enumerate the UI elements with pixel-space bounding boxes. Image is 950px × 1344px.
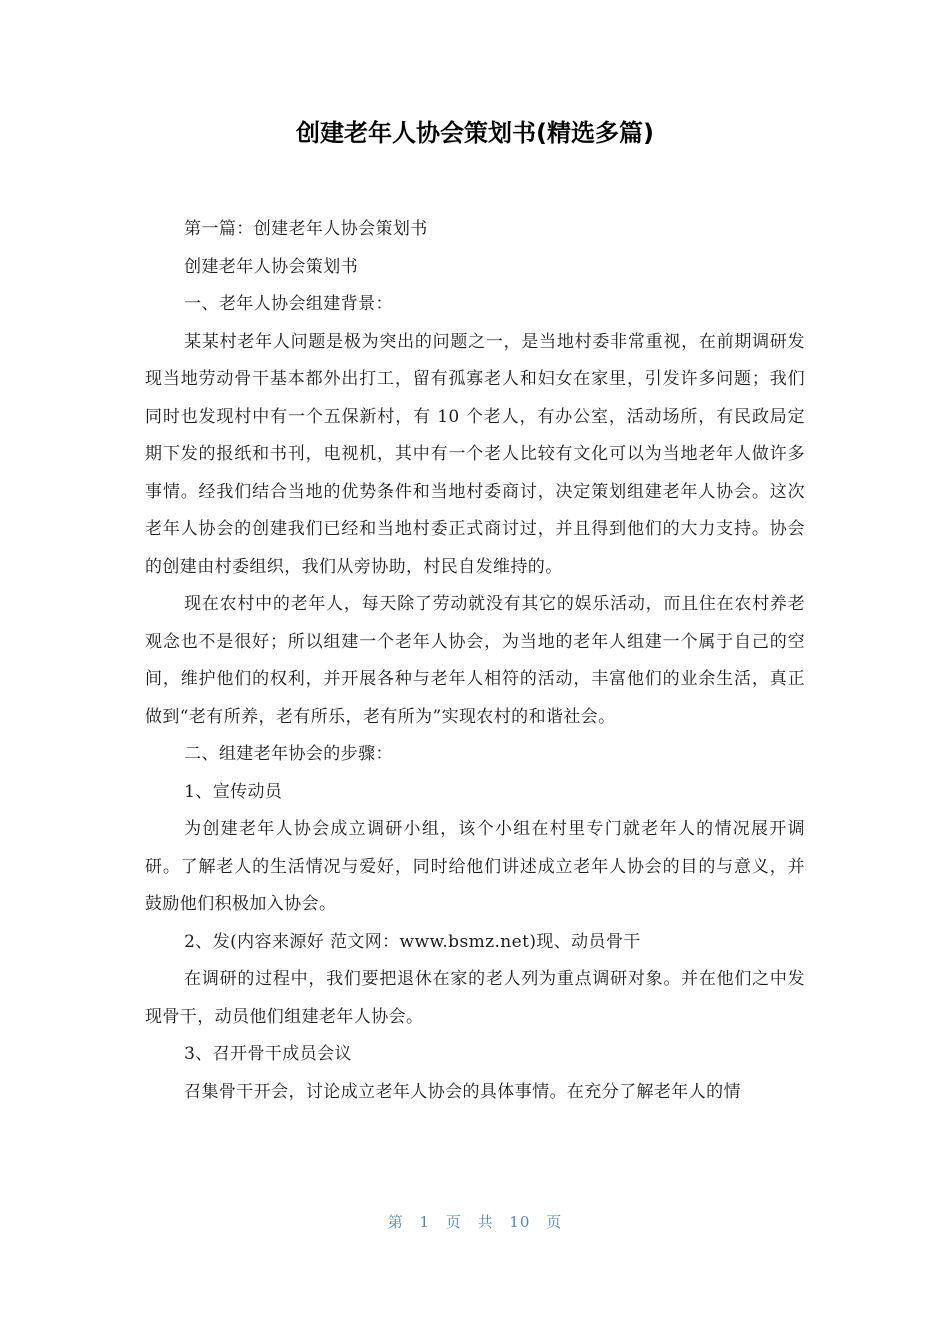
paragraph: 在调研的过程中，我们要把退休在家的老人列为重点调研对象。并在他们之中发现骨干，动员他们组建老年人协会。 [145, 969, 805, 1027]
page-title: 创建老年人协会策划书(精选多篇) [296, 119, 654, 147]
paragraph: 召集骨干开会，讨论成立老年人协会的具体事情。在充分了解老年人的情 [184, 1081, 741, 1102]
paragraph: 为创建老年人协会成立调研小组，该个小组在村里专门就老年人的情况展开调研。了解老人的生活情况与爱好，同时给他们讲述成立老年人协会的目的与意义，并鼓励他们积极加入协会。 [145, 819, 805, 914]
paragraph-step-1: 1、宣传动员 [184, 781, 283, 802]
document-body [145, 211, 805, 1111]
paragraph-step-3: 3、召开骨干成员会议 [184, 1044, 352, 1064]
paragraph-heading-steps: 二、组建老年协会的步骤： [184, 744, 393, 764]
paragraph-step-2: 2、发(内容来源好 范文网：www.bsmz.net)现、动员骨干 [184, 931, 641, 952]
page-number-footer: 第 1 页 共 10 页 [387, 1213, 563, 1231]
paragraph-section-heading: 第一篇：创建老年人协会策划书 [184, 219, 428, 239]
paragraph: 现在农村中的老年人，每天除了劳动就没有其它的娱乐活动，而且住在农村养老观念也不是很好；所以组建一个老年人协会，为当地的老年人组建一个属于自己的空间，维护他们的权利，并开展各种与老年人相符的活动，丰富他们的业余生活，真正做到“老有所养，老有所乐，老有所为”实现农村的和谐社会。 [145, 594, 805, 727]
paragraph-heading-background: 一、老年人协会组建背景： [184, 294, 393, 314]
paragraph: 某某村老年人问题是极为突出的问题之一，是当地村委非常重视，在前期调研发现当地劳动骨干基本都外出打工，留有孤寡老人和妇女在家里，引发许多问题；我们同时也发现村中有一个五保新村，有 10 个老人，有办公室，活动场所，有民政局定期下发的报纸和书刊，电视机，其中有一个老人比较有文化可以为当地老年人做许多事情。经我们结合当地的优势条件和当地村委商讨，决定策划组建老年人协会。这次老年人协会的创建我们已经和当地村委正式商讨过，并且得到他们的大力支持。协会的创建由村委组织，我们从旁协助，村民自发维持的。 [145, 331, 805, 577]
paragraph-subtitle: 创建老年人协会策划书 [184, 256, 359, 277]
